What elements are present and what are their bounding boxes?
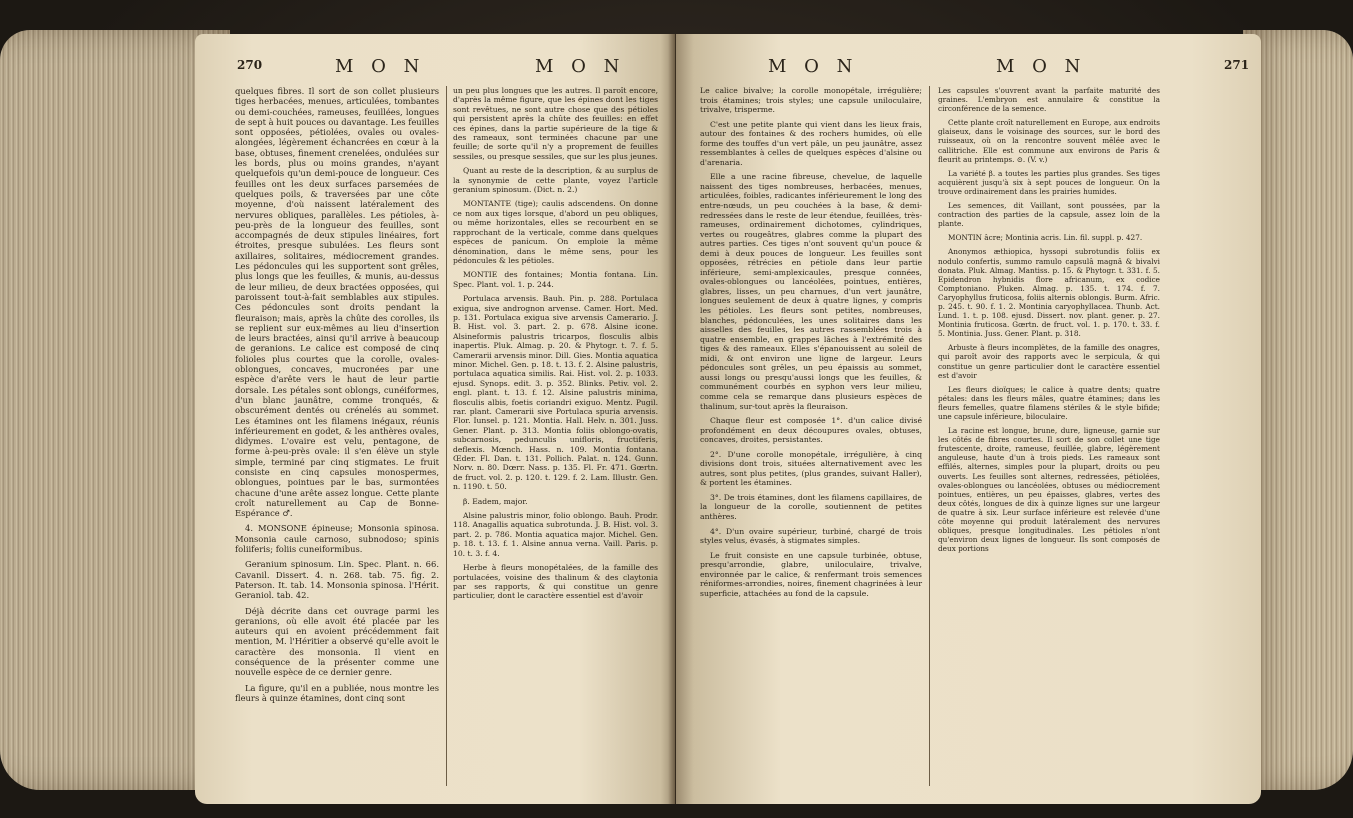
paragraph: Cette plante croît naturellement en Europe, aux endroits glaiseux, dans le voisinage des sources, sur le bord des ruisseaux, où on la rencontre souvent mêlée avec le callitriche. Elle est commune aux environs de Paris & fleurit au printemps. ⊙. (V. v.): [938, 118, 1160, 164]
paragraph: MONTIN âcre; Montinia acris. Lin. fil. suppl. p. 427.: [948, 233, 1143, 243]
left-page-number: 270: [237, 58, 263, 72]
right-column-2: [938, 86, 1160, 558]
paragraph: 3°. De trois étamines, dont les filamens capillaires, de la longueur de la corolle, soutiennent de petites anthères.: [700, 492, 922, 521]
paragraph: Arbuste à fleurs incomplètes, de la famille des onagres, qui paroît avoir des rapports avec le serpicula, & qui constitue un genre particulier dont le caractère essentiel est d'avoir: [938, 343, 1160, 380]
paragraph: La figure, qu'il en a publiée, nous montre les fleurs à quinze étamines, dont cinq sont: [235, 682, 439, 703]
right-column-rule: [929, 86, 930, 786]
right-page-number: 271: [1224, 58, 1250, 72]
paragraph: Elle a une racine fibreuse, chevelue, de laquelle naissent des tiges nombreuses, herbacées, menues, articulées, foibles, radicantes inférieurement le long des entre-nœuds, un peu couchées à la base, & demi-redressées dans le reste de leur étendue, feuillées, très-rameuses, ordinairement dichotomes, cylindriques, vertes ou rougeâtres, glabres comme la plupart des autres parties. Ces tiges n'ont souvent qu'un pouce & demi à deux pouces de longueur. Les feuilles sont opposées, rétrécies en pétiole dans leur partie inférieure, semi-amplexicaules, presque connées, ovales-oblongues ou lancéolées, pointues, entières, glabres, lisses, un peu charnues, d'un vert jaunâtre, longues seulement de deux à quatre lignes, y compris les pétioles. Les fleurs sont petites, nombreuses, blanches, pédonculées, les unes solitaires dans les aisselles des feuilles, les autres rassemblées trois à quatre ensemble, en grappes lâches à l'extrémité des tiges & des rameaux. Elles s'épanouissent au soleil de midi, & ont environ une ligne de largeur. Leurs pédoncules sont grêles, un peu épaissis au sommet, aussi longs ou presqu'aussi longs que les feuilles, & communément courbés en syphon vers leur milieu, comme cela se remarque dans plusieurs espèces de thalinum, sur-tout après la fleuraison.: [700, 172, 922, 411]
right-running-head: M O N: [768, 56, 859, 77]
paragraph: La variété β. a toutes les parties plus grandes. Ses tiges acquièrent jusqu'à six à sept pouces de longueur. On la trouve ordinairement dans les prairies humides.: [938, 168, 1160, 196]
paragraph: MONTANTE (tige); caulis adscendens. On donne ce nom aux tiges lorsque, d'abord un peu obliques, ou même horizontales, elles se recourbent en se rapprochant de la verticale, comme dans quelques espèces de panicum. On emploie la même dénomination, dans le même sens, pour les pédoncules & les pétioles.: [453, 199, 658, 265]
paragraph: 4. MONSONE épineuse; Monsonia spinosa. Monsonia caule carnoso, subnodoso; spinis foliiferis; foliis cuneiformibus.: [235, 523, 439, 555]
paragraph: Les fleurs dioïques; le calice à quatre dents; quatre pétales: dans les fleurs mâles, quatre étamines; dans les fleurs femelles, quatre filamens stériles & le style bifide; une capsule inférieure, biloculaire.: [938, 384, 1160, 421]
paragraph: un peu plus longues que les autres. Il paroît encore, d'après la même figure, que les épines dont les tiges sont revêtues, ne sont autre chose que des pétioles qui persistent après la chûte des feuilles: en effet ces épines, dans la partie supérieure de la tige & des rameaux, sont terminées chacune par une feuille; de sorte qu'il n'y a proprement de feuilles sessiles, ou presque sessiles, que sur les plus jeunes.: [453, 86, 658, 161]
left-running-head-2: M O N: [535, 56, 626, 77]
paragraph: Le fruit consiste en une capsule turbinée, obtuse, presqu'arrondie, glabre, uniloculaire, trivalve, environnée par le calice, & renfermant trois semences réniformes-arrondies, noires, finement chagrinées à leur superficie, attachées au fond de la capsule.: [700, 550, 922, 598]
paragraph: Herbe à fleurs monopétalées, de la famille des portulacées, voisine des thalinum & des claytonia par ses rapports, & qui constitue un genre particulier, dont le caractère essentiel est d'avoir: [453, 563, 658, 601]
paragraph: Chaque fleur est composée 1°. d'un calice divisé profondément en deux découpures ovales, obtuses, concaves, droites, persistantes.: [700, 416, 922, 445]
paragraph: Anonymos æthiopica, hyssopi subrotundis foliis ex nodulo confertis, summo ramulo capsulâ magnâ & bivalvi donata. Pluk. Almag. Mantiss. p. 15. & Phytogr. t. 331. f. 5. Epidendron hybnidis flore africanum, ex codice Comptoniano. Pluken. Almag. p. 135. t. 174. f. 7. Caryophyllus fruticosa, foliis alternis oblongis. Burm. Afric. p. 245. t. 90. f. 1. 2. Montinia caryophyllacea. Thunb. Act. Lund. 1. t. p. 108. ejusd. Dissert. nov. plant. gener. p. 27. Montinia fruticosa. Gœrtn. de fruct. vol. 1. p. 170. t. 33. f. 5. Montinia. Juss. Gener. Plant. p. 318.: [938, 247, 1160, 339]
left-column-rule: [446, 86, 447, 786]
left-column-1: [235, 86, 439, 708]
paragraph: Déjà décrite dans cet ouvrage parmi les geranions, où elle avoit été placée par les auteurs qui en avoient précédemment fait mention, M. l'Héritier a observé qu'elle avoit le caractère des monsonia. Il vient en conséquence de la présenter comme une nouvelle espèce de ce dernier genre.: [235, 605, 439, 678]
paragraph: Geranium spinosum. Lin. Spec. Plant. n. 66. Cavanil. Dissert. 4. n. 268. tab. 75. fig. 2. Paterson. It. tab. 14. Monsonia spinosa. l'Hérit. Geraniol. tab. 42.: [235, 559, 439, 601]
paragraph: MONTIE des fontaines; Montia fontana. Lin. Spec. Plant. vol. 1. p. 244.: [453, 270, 658, 289]
paragraph: La racine est longue, brune, dure, ligneuse, garnie sur les côtés de fibres courtes. Il sort de son collet une tige frutescente, droite, rameuse, feuillée, glabre, légèrement anguleuse, haute d'un à trois pieds. Les rameaux sont effilés, alternes, simples pour la plupart, droits ou peu ouverts. Les feuilles sont alternes, redressées, pétiolées, ovales-oblongues ou lancéolées, obtuses ou médiocrement pointues, entières, un peu épaisses, glabres, vertes des deux côtés, longues de dix à quinze lignes sur une largeur de quatre à six. Leur surface inférieure est relevée d'une côte moyenne qui produit latéralement des nervures obliques, presque longitudinales. Les pétioles n'ont qu'environ deux lignes de longueur. Ils sont composés de deux portions: [938, 426, 1160, 554]
paragraph: Le calice bivalve; la corolle monopétale, irrégulière; trois étamines; trois styles; une capsule uniloculaire, trivalve, trisperme.: [700, 86, 922, 115]
paragraph: Les capsules s'ouvrent avant la parfaite maturité des graines. L'embryon est annulaire & constitue la circonférence de la semence.: [938, 86, 1160, 114]
paragraph: Alsine palustris minor, folio oblongo. Bauh. Prodr. 118. Anagallis aquatica subrotunda. J. B. Hist. vol. 3. part. 2. p. 786. Montia aquatica major. Michel. Gen. p. 18. t. 13. f. 1. Alsine annua verna. Vaill. Paris. p. 10. t. 3. f. 4.: [453, 511, 658, 558]
paragraph: Portulaca arvensis. Bauh. Pin. p. 288. Portulaca exigua, sive andrognon arvense. Camer. Hort. Med. p. 131. Portulaca exigua sive arvensis Camerario. J. B. Hist. vol. 3. part. 2. p. 678. Alsine icone. Alsineformis palustris tricarpos, flosculis albis inapertis. Pluk. Almag. p. 20. & Phytogr. t. 7. f. 5. Camerarii arvensis minor. Dill. Gies. Montia aquatica minor. Michel. Gen. p. 18. t. 13. f. 2. Alsine palustris, portulaca aquatica similis. Rai. Hist. vol. 2. p. 1033. ejusd. Synops. edit. 3. p. 352. Blinks. Petiv. vol. 2. engl. plant. t. 13. f. 12. Alsine palustris minima, flosculis albis, foetis coriandri exiguo. Mentz. Pugil. rar. plant. Camerarii sive Portulaca spuria arvensis. Flor. Iunsel. p. 121. Montia. Hall. Helv. n. 301. Juss. Gener. Plant. p. 313. Montia foliis oblongo-ovatis, subcarnosis, pedunculis unifloris, fructiferis, deflexis. Mœnch. Hass. n. 109. Montia fontana. Œder. Fl. Dan. t. 131. Pollich. Palat. n. 124. Gunn. Norv. n. 80. Dœrr. Nass. p. 135. Fl. Fr. 471. Gœrtn. de fruct. vol. 2. p. 120. t. 129. f. 2. Lam. Illustr. Gen. n. 1190. t. 50.: [453, 294, 658, 492]
right-column-1: [700, 86, 922, 603]
paragraph: 4°. D'un ovaire supérieur, turbiné, chargé de trois styles velus, évasés, à stigmates simples.: [700, 526, 922, 546]
right-page: [676, 34, 1261, 804]
paragraph: Les semences, dit Vaillant, sont poussées, par la contraction des parties de la capsule, assez loin de la plante.: [938, 201, 1160, 229]
paragraph: quelques fibres. Il sort de son collet plusieurs tiges herbacées, menues, articulées, tombantes ou demi-couchées, rameuses, feuillées, longues de sept à huit pouces ou davantage. Les feuilles sont opposées, pétiolées, ovales ou ovales-alongées, légèrement échancrées en cœur à la base, obtuses, finement crenelées, ondulées sur les bords, plus ou moins grandes, n'ayant quelquefois qu'un demi-pouce de longueur. Ces feuilles ont les deux surfaces parsemées de quelques poils, & traversées par une côte moyenne, d'où naissent latéralement des nervures obliques, parallèles. Les pétioles, à-peu-près de la longueur des feuilles, sont accompagnés de deux stipules linéaires, fort étroites, presque subulées. Les fleurs sont axillaires, solitaires, médiocrement grandes. Les pédoncules qui les supportent sont grêles, plus longs que les feuilles, & munis, au-dessus de leur milieu, de deux bractées opposées, qui paroissent tout-à-fait semblables aux stipules. Ces pédoncules sont droits pendant la fleuraison; mais, après la chûte des corolles, ils se replient sur eux-mêmes au lieu d'insertion de leurs bractées, ainsi qu'il arrive à beaucoup de geranions. Le calice est composé de cinq folioles plus courtes que la corolle, ovales-oblongues, concaves, mucronées par une espèce d'arête vers le haut de leur partie dorsale. Les pétales sont oblongs, cunéiformes, d'un blanc jaunâtre, comme tronqués, & obscurément dentés ou crénelés au sommet. Les étamines ont les filamens inégaux, réunis inférieurement en godet, & les anthères ovales, didymes. L'ovaire est velu, pentagone, de forme à-peu-près ovale: il s'en élève un style simple, terminé par cinq stigmates. Le fruit consiste en cinq capsules monospermes, oblongues, pointues par le bas, surmontées chacune d'une arête assez longue. Cette plante croît naturellement au Cap de Bonne-Espérance ♂.: [235, 86, 439, 519]
paragraph: β. Eadem, major.: [463, 496, 528, 506]
right-running-head-2: M O N: [996, 56, 1087, 77]
left-running-head: M O N: [335, 56, 426, 77]
paragraph: 2°. D'une corolle monopétale, irrégulière, à cinq divisions dont trois, situées alternativement avec les autres, sont plus petites, (plus grandes, suivant Haller), & portent les étamines.: [700, 449, 922, 488]
left-column-2: [453, 86, 658, 606]
left-page: [195, 34, 675, 804]
paragraph: Quant au reste de la description, & au surplus de la synonymie de cette plante, voyez l'article geranium spinosum. (Dict. n. 2.): [453, 166, 658, 195]
paragraph: C'est une petite plante qui vient dans les lieux frais, autour des fontaines & des rochers humides, où elle forme des touffes d'un vert pâle, un peu jaunâtre, assez ressemblantes à celles de quelques espèces d'alsine ou d'arenaria.: [700, 119, 922, 167]
